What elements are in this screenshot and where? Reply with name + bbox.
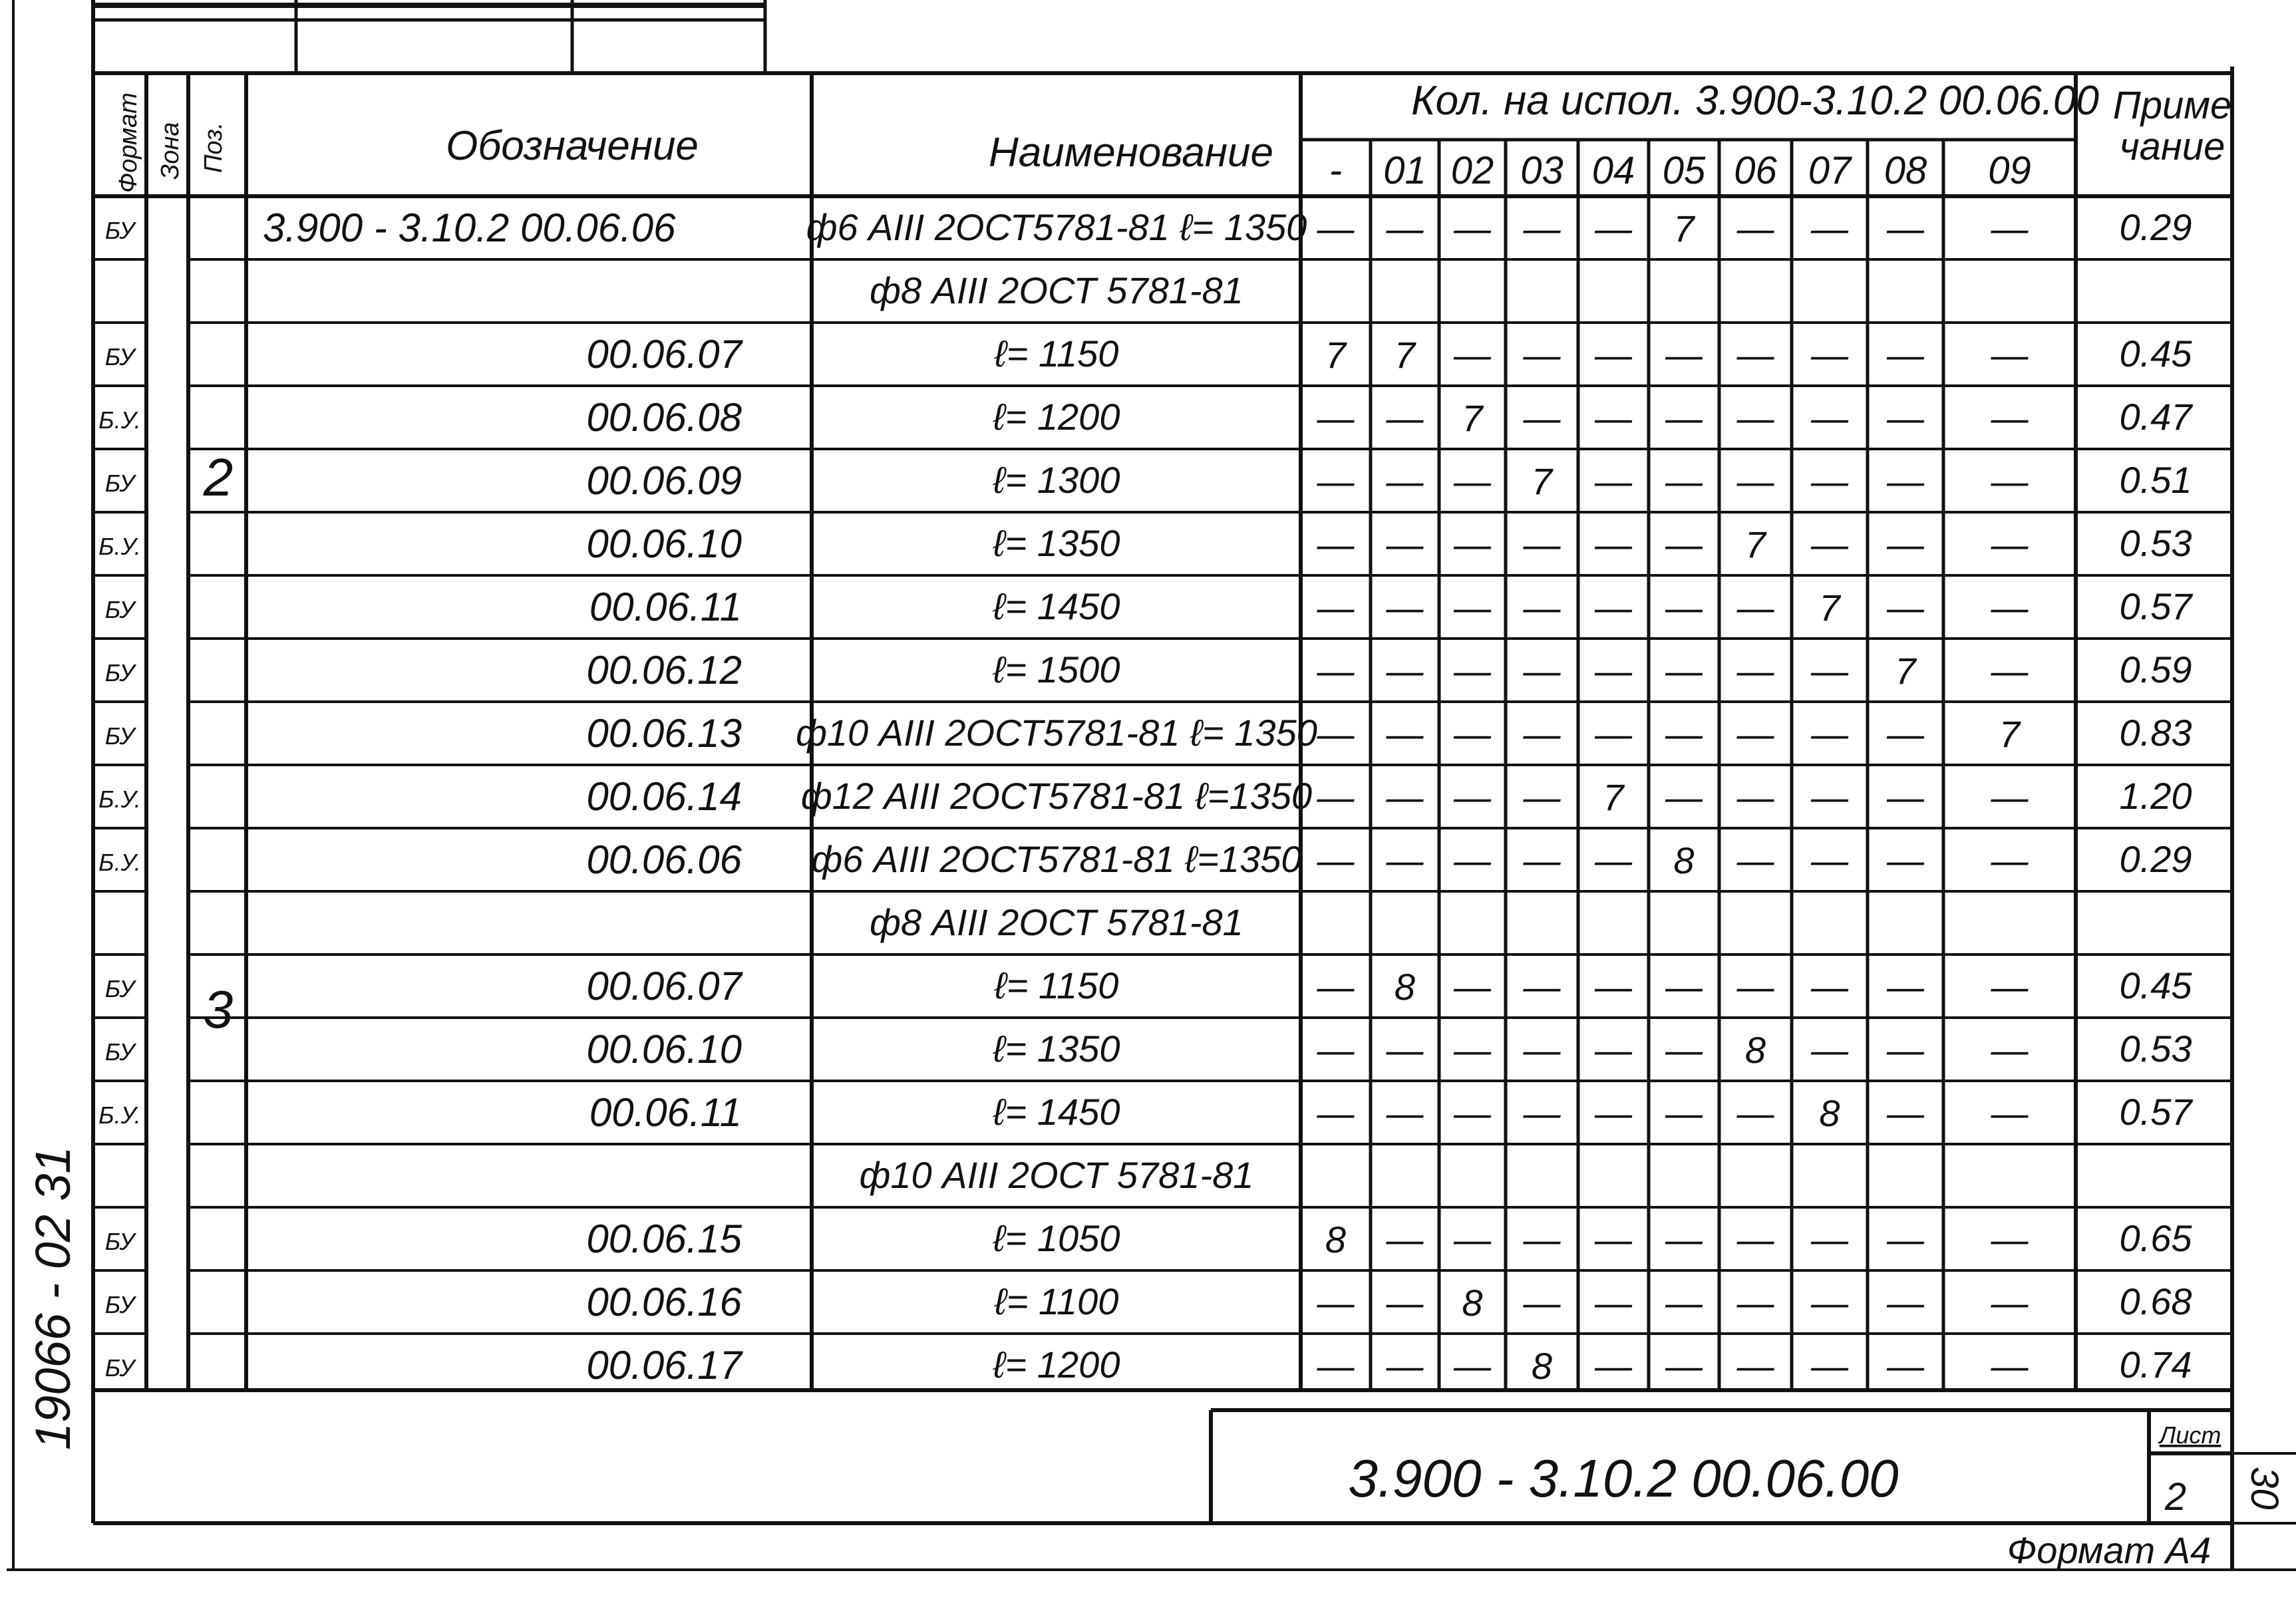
quantity-cell: — [1991, 1092, 2029, 1134]
quantity-cell: — [1317, 587, 1355, 629]
quantity-cell: — [1523, 839, 1561, 881]
quantity-cell: — [1523, 397, 1561, 439]
quantity-cell: — [1454, 1029, 1491, 1071]
quantity-cell: — [1665, 966, 1703, 1008]
quantity-cell: — [1317, 650, 1355, 692]
quantity-cell: — [1595, 713, 1632, 755]
quantity-cell: — [1454, 966, 1491, 1008]
quantity-cell: — [1386, 776, 1424, 818]
quantity-cell: — [1317, 1345, 1355, 1387]
quantity-cell: — [1665, 334, 1703, 376]
quantity-cell: — [1811, 1345, 1848, 1387]
header-designation: Обозначение [446, 123, 699, 169]
note-cell: 0.53 [2119, 522, 2192, 564]
quantity-cell: — [1386, 839, 1424, 881]
quantity-cell: — [1665, 587, 1703, 629]
quantity-cell: — [1454, 208, 1491, 249]
quantity-cell: — [1991, 1219, 2029, 1260]
quantity-cell: — [1811, 1282, 1848, 1324]
title-format: Формат А4 [2007, 1529, 2212, 1571]
table-content [98, 149, 2193, 1388]
quantity-cell: — [1665, 1219, 1703, 1260]
name-cell: ℓ= 1500 [993, 649, 1120, 690]
quantity-cell: — [1887, 1219, 1924, 1260]
variant-header-02: 02 [1450, 149, 1494, 192]
format-cell: БУ [104, 1038, 135, 1066]
quantity-cell: — [1454, 650, 1491, 692]
title-sheet-label: Лист [2159, 1421, 2221, 1449]
quantity-cell: — [1523, 1029, 1561, 1071]
quantity-cell: — [1736, 776, 1774, 818]
designation-cell: 00.06.14 [586, 774, 742, 819]
quantity-cell: — [1454, 460, 1491, 502]
variant-header-01: 01 [1383, 149, 1426, 192]
quantity-cell: — [1991, 839, 2029, 881]
quantity-cell: — [1811, 334, 1848, 376]
variant-header-07: 07 [1808, 149, 1852, 192]
quantity-cell: — [1386, 587, 1424, 629]
quantity-cell: — [1991, 1345, 2029, 1387]
quantity-cell: 7 [1999, 713, 2021, 755]
quantity-cell: — [1665, 713, 1703, 755]
header-position: Поз. [200, 122, 228, 173]
name-cell: ф6 АIII 2ОСТ5781-81 ℓ=1350 [811, 838, 1302, 880]
quantity-cell: — [1736, 460, 1774, 502]
format-cell: БУ [104, 470, 135, 497]
quantity-cell: — [1887, 208, 1924, 249]
quantity-cell: — [1454, 713, 1491, 755]
quantity-cell: — [1991, 208, 2029, 249]
quantity-cell: 8 [1325, 1219, 1347, 1260]
name-cell: ℓ= 1200 [993, 1344, 1120, 1386]
header-name: Наименование [989, 130, 1273, 176]
quantity-cell: — [1454, 334, 1491, 376]
quantity-cell: — [1991, 1282, 2029, 1324]
quantity-cell: — [1887, 1282, 1924, 1324]
format-cell: БУ [104, 1291, 135, 1318]
quantity-cell: — [1386, 1029, 1424, 1071]
quantity-cell: — [1523, 1092, 1561, 1134]
quantity-cell: — [1595, 1029, 1632, 1071]
quantity-cell: — [1523, 966, 1561, 1008]
designation-cell: 00.06.11 [589, 585, 742, 629]
designation-cell: 00.06.09 [586, 458, 742, 503]
quantity-cell: 7 [1325, 334, 1347, 376]
quantity-cell: — [1386, 1219, 1424, 1260]
note-cell: 0.65 [2119, 1217, 2192, 1259]
quantity-cell: — [1811, 523, 1848, 565]
name-cell: ℓ= 1350 [993, 1028, 1120, 1070]
note-cell: 0.83 [2119, 712, 2192, 754]
quantity-cell: — [1811, 966, 1848, 1008]
quantity-cell: — [1887, 460, 1924, 502]
quantity-cell: — [1887, 966, 1924, 1008]
quantity-cell: — [1665, 776, 1703, 818]
quantity-cell: — [1665, 397, 1703, 439]
quantity-cell: — [1811, 1219, 1848, 1260]
name-cell: ℓ= 1050 [993, 1217, 1120, 1259]
quantity-cell: — [1887, 1029, 1924, 1071]
note-cell: 0.45 [2119, 964, 2192, 1006]
quantity-cell: 7 [1394, 334, 1416, 376]
quantity-cell: — [1454, 839, 1491, 881]
quantity-cell: — [1736, 1092, 1774, 1134]
quantity-cell: — [1736, 208, 1774, 249]
name-cell: ф8 АIII 2ОСТ 5781-81 [870, 901, 1243, 943]
quantity-cell: — [1665, 1092, 1703, 1134]
format-cell: БУ [104, 1354, 135, 1382]
quantity-cell: — [1736, 713, 1774, 755]
name-cell: ф10 АIII 2ОСТ5781-81 ℓ= 1350 [796, 712, 1317, 754]
designation-cell: 00.06.08 [586, 395, 742, 440]
quantity-cell: 8 [1673, 839, 1695, 881]
quantity-cell: — [1523, 713, 1561, 755]
quantity-cell: — [1811, 208, 1848, 249]
quantity-cell: — [1887, 1092, 1924, 1134]
quantity-cell: — [1595, 587, 1632, 629]
variant-header-03: 03 [1520, 149, 1563, 192]
quantity-cell: — [1386, 650, 1424, 692]
quantity-cell: — [1595, 460, 1632, 502]
note-cell: 0.74 [2119, 1344, 2192, 1386]
name-cell: ф12 АIII 2ОСТ5781-81 ℓ=1350 [800, 775, 1313, 817]
name-cell: ℓ= 1150 [994, 964, 1119, 1006]
quantity-cell: — [1595, 1092, 1632, 1134]
name-cell: ℓ= 1200 [993, 396, 1120, 438]
designation-cell: 00.06.15 [586, 1217, 742, 1261]
quantity-cell: — [1736, 1219, 1774, 1260]
title-sheet-number: 2 [2164, 1475, 2187, 1519]
position-3: 3 [203, 980, 234, 1039]
quantity-cell: — [1887, 587, 1924, 629]
quantity-cell: 8 [1531, 1345, 1553, 1387]
quantity-cell: — [1665, 523, 1703, 565]
quantity-cell: — [1736, 839, 1774, 881]
quantity-cell: — [1317, 966, 1355, 1008]
quantity-cell: — [1454, 776, 1491, 818]
header-format: Формат [114, 92, 142, 193]
quantity-cell: — [1811, 650, 1848, 692]
quantity-cell: — [1317, 1282, 1355, 1324]
quantity-cell: 7 [1603, 776, 1624, 818]
variant-header-09: 09 [1988, 149, 2031, 192]
quantity-cell: — [1386, 397, 1424, 439]
note-cell: 0.59 [2119, 649, 2192, 690]
note-cell: 0.29 [2119, 838, 2192, 880]
designation-cell: 00.06.16 [586, 1280, 742, 1324]
quantity-cell: — [1454, 523, 1491, 565]
format-cell: БУ [104, 217, 135, 244]
quantity-cell: — [1736, 966, 1774, 1008]
quantity-cell: — [1595, 334, 1632, 376]
page-number: 30 [2243, 1467, 2286, 1510]
quantity-cell: — [1887, 776, 1924, 818]
format-cell: Б.У. [98, 849, 141, 876]
designation-cell: 00.06.07 [586, 332, 742, 376]
quantity-cell: — [1523, 208, 1561, 249]
quantity-cell: — [1887, 1345, 1924, 1387]
variant-header-08: 08 [1884, 149, 1927, 192]
designation-cell: 00.06.17 [586, 1343, 742, 1388]
quantity-cell: — [1595, 1282, 1632, 1324]
quantity-cell: — [1595, 839, 1632, 881]
designation-cell: 00.06.10 [586, 1027, 742, 1072]
variant-header-05: 05 [1662, 149, 1706, 192]
quantity-cell: 8 [1462, 1282, 1483, 1324]
quantity-cell: — [1317, 523, 1355, 565]
designation-cell: 00.06.12 [586, 648, 742, 692]
quantity-cell: — [1991, 334, 2029, 376]
note-cell: 0.57 [2119, 1091, 2192, 1133]
quantity-cell: — [1595, 397, 1632, 439]
quantity-cell: — [1595, 208, 1632, 249]
position-2: 2 [203, 448, 234, 507]
note-cell: 0.29 [2119, 206, 2192, 248]
variant-header-06: 06 [1734, 149, 1777, 192]
quantity-cell: — [1811, 1029, 1848, 1071]
header-zone: Зона [156, 122, 184, 180]
variant-header-base: - [1329, 149, 1343, 192]
quantity-cell: — [1454, 1219, 1491, 1260]
note-cell: 0.57 [2119, 585, 2192, 627]
quantity-cell: 7 [1531, 460, 1553, 502]
quantity-cell: — [1595, 1219, 1632, 1260]
quantity-cell: — [1523, 587, 1561, 629]
name-cell: ℓ= 1450 [993, 585, 1120, 627]
quantity-cell: — [1887, 334, 1924, 376]
quantity-cell: — [1991, 776, 2029, 818]
quantity-cell: — [1665, 1345, 1703, 1387]
quantity-cell: — [1523, 523, 1561, 565]
quantity-cell: — [1736, 334, 1774, 376]
quantity-cell: 7 [1744, 523, 1766, 565]
quantity-cell: — [1317, 839, 1355, 881]
header-note-line1: Приме [2112, 84, 2232, 127]
name-cell: ℓ= 1100 [994, 1280, 1119, 1322]
quantity-cell: — [1317, 397, 1355, 439]
quantity-cell: — [1811, 460, 1848, 502]
header-note-line2: чание [2119, 125, 2225, 168]
title-document-number: 3.900 - 3.10.2 00.06.00 [1348, 1449, 1899, 1508]
quantity-cell: 7 [1673, 208, 1695, 249]
quantity-cell: — [1991, 523, 2029, 565]
quantity-cell: — [1523, 1282, 1561, 1324]
quantity-cell: — [1386, 460, 1424, 502]
name-cell: ℓ= 1450 [993, 1091, 1120, 1133]
quantity-cell: — [1736, 1282, 1774, 1324]
quantity-cell: 8 [1394, 966, 1416, 1008]
name-cell: ℓ= 1150 [994, 333, 1119, 374]
note-cell: 0.47 [2119, 396, 2192, 438]
note-cell: 1.20 [2119, 775, 2192, 817]
quantity-cell: — [1665, 1282, 1703, 1324]
quantity-cell: — [1386, 523, 1424, 565]
name-cell: ℓ= 1300 [993, 459, 1120, 501]
format-cell: БУ [104, 659, 135, 686]
margin-inventory-note: 19066 - 02 31 [25, 1146, 81, 1450]
quantity-cell: — [1887, 713, 1924, 755]
quantity-cell: — [1454, 1345, 1491, 1387]
quantity-cell: 8 [1744, 1029, 1766, 1071]
quantity-cell: — [1736, 397, 1774, 439]
format-cell: БУ [104, 596, 135, 623]
quantity-cell: — [1317, 1029, 1355, 1071]
name-cell: ℓ= 1350 [993, 522, 1120, 564]
quantity-cell: — [1523, 1219, 1561, 1260]
quantity-cell: 7 [1819, 587, 1840, 629]
quantity-cell: — [1523, 334, 1561, 376]
quantity-cell: — [1317, 1092, 1355, 1134]
quantity-cell: — [1386, 1345, 1424, 1387]
quantity-cell: — [1991, 460, 2029, 502]
format-cell: Б.У. [98, 786, 141, 813]
quantity-cell: — [1736, 587, 1774, 629]
note-cell: 0.51 [2119, 459, 2192, 501]
format-cell: Б.У. [98, 1101, 141, 1129]
designation-cell: 00.06.06 [586, 837, 742, 882]
quantity-cell: — [1523, 776, 1561, 818]
quantity-cell: — [1811, 839, 1848, 881]
quantity-cell: — [1991, 587, 2029, 629]
quantity-cell: — [1991, 966, 2029, 1008]
quantity-cell: — [1887, 397, 1924, 439]
quantity-cell: — [1991, 650, 2029, 692]
quantity-cell: — [1386, 713, 1424, 755]
name-cell: ф6 АIII 2ОСТ5781-81 ℓ= 1350 [806, 206, 1307, 248]
quantity-cell: — [1386, 1282, 1424, 1324]
header-quantity: Кол. на испол. 3.900-3.10.2 00.06.00 [1411, 78, 2099, 124]
quantity-cell: — [1736, 1345, 1774, 1387]
quantity-cell: 7 [1462, 397, 1483, 439]
quantity-cell: 8 [1819, 1092, 1840, 1134]
name-cell: ф8 АIII 2ОСТ 5781-81 [870, 269, 1243, 311]
quantity-cell: — [1386, 208, 1424, 249]
quantity-cell: — [1736, 650, 1774, 692]
format-cell: БУ [104, 722, 135, 750]
quantity-cell: — [1665, 1029, 1703, 1071]
quantity-cell: — [1454, 587, 1491, 629]
format-cell: БУ [104, 1228, 135, 1255]
format-cell: БУ [104, 975, 135, 1002]
quantity-cell: — [1317, 460, 1355, 502]
quantity-cell: — [1811, 397, 1848, 439]
quantity-cell: — [1991, 1029, 2029, 1071]
format-cell: Б.У. [98, 406, 141, 434]
quantity-cell: — [1386, 1092, 1424, 1134]
format-cell: Б.У. [98, 533, 141, 560]
designation-cell: 00.06.11 [589, 1090, 742, 1135]
designation-cell: 3.900 - 3.10.2 00.06.06 [263, 206, 676, 250]
quantity-cell: — [1317, 713, 1355, 755]
quantity-cell: — [1523, 650, 1561, 692]
note-cell: 0.68 [2119, 1280, 2192, 1322]
name-cell: ф10 АIII 2ОСТ 5781-81 [859, 1154, 1254, 1196]
quantity-cell: — [1595, 523, 1632, 565]
quantity-cell: — [1317, 776, 1355, 818]
quantity-cell: — [1595, 966, 1632, 1008]
quantity-cell: — [1887, 839, 1924, 881]
quantity-cell: — [1991, 397, 2029, 439]
designation-cell: 00.06.07 [586, 964, 742, 1008]
variant-header-04: 04 [1591, 149, 1635, 192]
quantity-cell: 7 [1895, 650, 1916, 692]
quantity-cell: — [1317, 208, 1355, 249]
quantity-cell: — [1454, 1092, 1491, 1134]
note-cell: 0.53 [2119, 1028, 2192, 1070]
designation-cell: 00.06.13 [586, 711, 742, 756]
quantity-cell: — [1887, 523, 1924, 565]
quantity-cell: — [1595, 1345, 1632, 1387]
format-cell: БУ [104, 343, 135, 370]
quantity-cell: — [1665, 460, 1703, 502]
note-cell: 0.45 [2119, 333, 2192, 374]
quantity-cell: — [1811, 713, 1848, 755]
quantity-cell: — [1595, 650, 1632, 692]
quantity-cell: — [1811, 776, 1848, 818]
designation-cell: 00.06.10 [586, 521, 742, 566]
quantity-cell: — [1665, 650, 1703, 692]
